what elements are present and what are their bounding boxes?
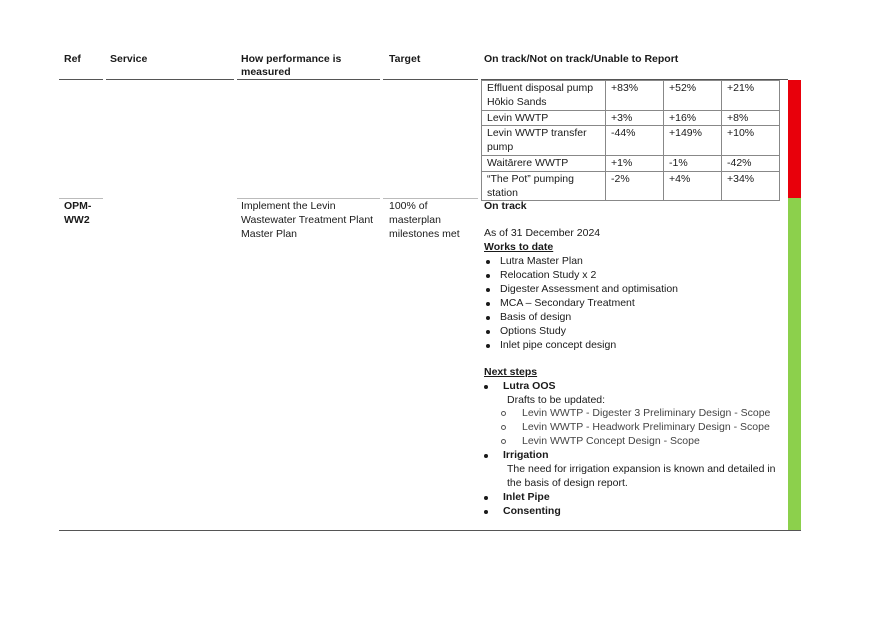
bullet-icon	[486, 274, 490, 278]
sub-bullet-icon	[501, 425, 506, 430]
bullet-icon	[486, 260, 490, 264]
list-item: Levin WWTP Concept Design - Scope	[522, 435, 700, 447]
table-cell-value: +16%	[664, 110, 722, 126]
header-measure	[241, 53, 341, 79]
row2-measure	[241, 200, 373, 241]
table-cell-value: -1%	[664, 155, 722, 171]
row2-target-line2: masterplan	[389, 213, 441, 226]
list-item: Lutra Master Plan	[500, 255, 583, 267]
list-item: Levin WWTP - Digester 3 Preliminary Design - Scope	[522, 407, 771, 419]
row2-rule-ref	[59, 198, 103, 199]
performance-table	[481, 80, 780, 201]
sub-bullet-icon	[501, 411, 506, 416]
status-bar-red	[788, 80, 801, 198]
header-measure-line2: measured	[241, 66, 291, 78]
row2-rule-target	[383, 198, 478, 199]
row2-measure-line3: Master Plan	[241, 227, 298, 240]
as-of-date: As of 31 December 2024	[484, 227, 601, 239]
row2-target-line1: 100% of	[389, 200, 428, 212]
table-cell-value: +8%	[722, 110, 780, 126]
status-title: On track	[484, 200, 527, 212]
table-cell-site: Effluent disposal pump Hōkio Sands	[482, 81, 606, 111]
bullet-icon	[484, 496, 488, 500]
irrigation-line1: The need for irrigation expansion is known and detailed in	[507, 463, 776, 475]
table-cell-value: +1%	[606, 155, 664, 171]
lutra-title: Lutra OOS	[503, 380, 556, 392]
list-item: Inlet pipe concept design	[500, 339, 617, 351]
list-item: Digester Assessment and optimisation	[500, 283, 679, 295]
table-cell-value: +3%	[606, 110, 664, 126]
works-heading: Works to date	[484, 241, 554, 253]
list-item: Basis of design	[500, 311, 572, 323]
table-cell-site: Levin WWTP	[482, 110, 606, 126]
header-target: Target	[389, 53, 421, 65]
table-cell-value: +34%	[722, 171, 780, 201]
table-bottom-rule	[59, 530, 801, 531]
row2-ref-line1: OPM-	[64, 200, 92, 212]
row2-target	[389, 200, 460, 241]
sub-bullet-icon	[501, 439, 506, 444]
list-item: Relocation Study x 2	[500, 269, 597, 281]
bullet-icon	[486, 288, 490, 292]
inlet-pipe-title: Inlet Pipe	[503, 491, 550, 503]
row2-target-line3: milestones met	[389, 227, 460, 240]
table-cell-value: +149%	[664, 126, 722, 156]
bullet-icon	[486, 344, 490, 348]
table-cell-value: -2%	[606, 171, 664, 201]
table-cell-value: +52%	[664, 81, 722, 111]
bullet-icon	[486, 316, 490, 320]
header-rule-measure	[237, 79, 380, 80]
list-item: MCA – Secondary Treatment	[500, 297, 635, 309]
status-bar-green	[788, 198, 801, 530]
row2-measure-line1: Implement the Levin	[241, 200, 336, 212]
bullet-icon	[486, 330, 490, 334]
table-cell-value: +4%	[664, 171, 722, 201]
row2-rule-measure	[237, 198, 380, 199]
table-row	[482, 155, 780, 171]
table-cell-value: -44%	[606, 126, 664, 156]
row2-ref	[64, 200, 91, 228]
row2-ref-line2: WW2	[64, 213, 90, 226]
bullet-icon	[484, 454, 488, 458]
header-measure-line1: How performance is	[241, 53, 342, 65]
irrigation-title: Irrigation	[503, 449, 549, 461]
header-ref: Ref	[64, 53, 81, 65]
table-row	[482, 126, 780, 156]
list-item: Options Study	[500, 325, 566, 337]
table-cell-site: Waitārere WWTP	[482, 155, 606, 171]
table-row	[482, 171, 780, 201]
consenting-title: Consenting	[503, 505, 561, 517]
irrigation-line2: the basis of design report.	[507, 477, 628, 489]
header-service: Service	[110, 53, 148, 65]
header-rule-service	[106, 79, 234, 80]
next-steps-heading: Next steps	[484, 366, 538, 378]
bullet-icon	[486, 302, 490, 306]
table-cell-value: +83%	[606, 81, 664, 111]
header-rule-target	[383, 79, 478, 80]
header-status: On track/Not on track/Unable to Report	[484, 53, 679, 65]
row2-measure-line2: Wastewater Treatment Plant	[241, 213, 374, 226]
table-row	[482, 110, 780, 126]
table-cell-value: -42%	[722, 155, 780, 171]
lutra-note: Drafts to be updated:	[507, 394, 606, 406]
list-item: Levin WWTP - Headwork Preliminary Design - Scope	[522, 421, 770, 433]
table-cell-value: +10%	[722, 126, 780, 156]
table-cell-site: “The Pot” pumping station	[482, 171, 606, 201]
bullet-icon	[484, 385, 488, 389]
header-rule-ref	[59, 79, 103, 80]
bullet-icon	[484, 510, 488, 514]
table-cell-value: +21%	[722, 81, 780, 111]
table-row	[482, 81, 780, 111]
table-cell-site: Levin WWTP transfer pump	[482, 126, 606, 156]
